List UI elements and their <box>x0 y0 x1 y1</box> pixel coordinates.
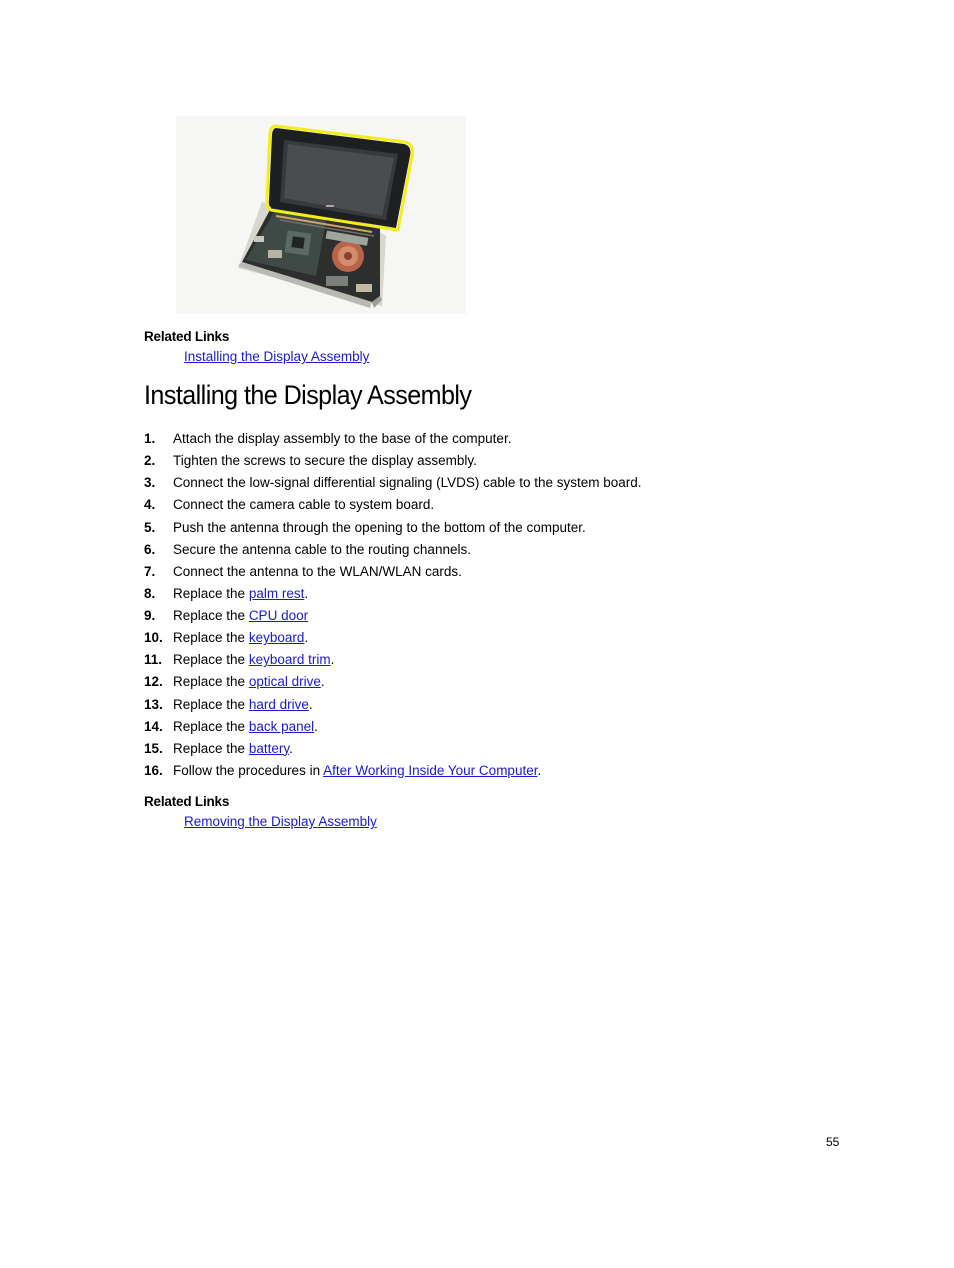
step-text <box>173 716 318 738</box>
step-text-content: Replace the <box>173 652 249 668</box>
step-number: 16. <box>144 762 163 778</box>
step-text-content: Attach the display assembly to the base of the computer. <box>173 431 512 446</box>
step-text-content: Replace the <box>173 674 249 690</box>
step-text <box>173 517 586 539</box>
step-number: 3. <box>144 475 156 491</box>
step-number: 8. <box>144 585 156 601</box>
step-number: 11. <box>144 652 163 668</box>
back-panel-link[interactable]: back panel <box>248 718 315 734</box>
hard-drive-link[interactable]: hard drive <box>248 696 309 712</box>
step-text <box>173 694 313 716</box>
step-text <box>173 583 308 605</box>
step-text <box>173 605 308 627</box>
step-text <box>173 428 511 450</box>
optical-drive-link[interactable]: optical drive <box>248 674 321 690</box>
keyboard-link[interactable]: keyboard <box>248 630 305 646</box>
related-links-heading: Related Links <box>144 329 230 344</box>
step-text <box>173 649 334 671</box>
step-number: 4. <box>144 497 156 513</box>
step-number: 13. <box>144 696 163 712</box>
step-number: 10. <box>144 630 163 646</box>
step-text-content: Replace the <box>173 585 249 601</box>
step-text <box>173 738 293 760</box>
step-text-suffix: . <box>320 674 325 690</box>
step-text-content: Replace the <box>173 630 249 646</box>
step-number: 12. <box>144 674 163 690</box>
step-text-content: Push the antenna through the opening to the bottom of the computer. <box>173 519 586 535</box>
after-working-inside-link[interactable]: After Working Inside Your Computer <box>323 762 538 778</box>
step-text-suffix: . <box>304 630 309 646</box>
step-number: 1. <box>144 431 156 446</box>
step-text-content: Connect the camera cable to system board. <box>173 497 435 513</box>
step-number: 15. <box>144 740 163 756</box>
step-text-suffix: . <box>314 718 318 734</box>
page-number: 55 <box>826 1135 840 1149</box>
step-number: 5. <box>144 519 156 535</box>
battery-link[interactable]: battery <box>248 740 290 756</box>
step-text <box>173 539 471 561</box>
removing-display-assembly-link[interactable]: Removing the Display Assembly <box>184 814 377 829</box>
step-text-suffix: . <box>537 762 542 778</box>
step-text-content: Connect the low-signal differential signaling (LVDS) cable to the system board. <box>173 475 642 491</box>
step-text-content: Replace the <box>173 696 249 712</box>
step-text-content: Replace the <box>173 740 249 756</box>
step-number: 6. <box>144 541 156 557</box>
step-number: 7. <box>144 563 156 579</box>
installing-display-assembly-link[interactable]: Installing the Display Assembly <box>184 349 370 364</box>
step-text-suffix: . <box>330 652 335 668</box>
step-text-content: Connect the antenna to the WLAN/WLAN cards. <box>173 563 462 579</box>
related-links-heading: Related Links <box>144 794 230 809</box>
step-text <box>173 561 462 583</box>
step-text-content: Follow the procedures in <box>173 762 324 778</box>
step-text-suffix: . <box>289 740 293 756</box>
step-text-suffix: . <box>308 696 313 712</box>
step-text-content: Replace the <box>173 608 249 623</box>
step-text <box>173 760 541 782</box>
laptop-display-assembly-image <box>176 116 466 314</box>
step-text <box>173 494 434 516</box>
step-text <box>173 671 325 693</box>
step-text <box>173 627 308 649</box>
step-text-suffix: . <box>304 585 309 601</box>
cpu-door-link[interactable]: CPU door <box>248 608 309 623</box>
step-text <box>173 472 642 494</box>
page-title: Installing the Display Assembly <box>144 380 472 410</box>
keyboard-trim-link[interactable]: keyboard trim <box>248 652 331 668</box>
step-text-content: Secure the antenna cable to the routing channels. <box>173 541 471 557</box>
palm-rest-link[interactable]: palm rest <box>248 585 305 601</box>
step-number: 9. <box>144 608 156 623</box>
step-number: 2. <box>144 453 156 469</box>
step-text-content: Replace the <box>173 718 249 734</box>
step-text-content: Tighten the screws to secure the display assembly. <box>173 453 477 469</box>
step-text <box>173 450 477 472</box>
step-number: 14. <box>144 718 163 734</box>
